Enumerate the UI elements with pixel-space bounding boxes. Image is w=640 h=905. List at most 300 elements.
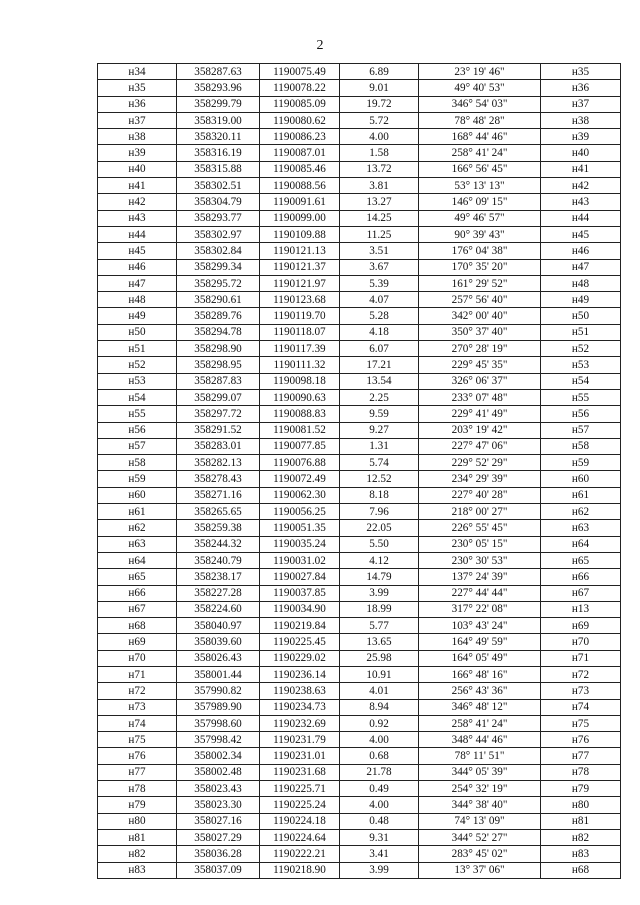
table-row (98, 129, 621, 145)
table-row (98, 389, 621, 405)
direction-angle-cell: 78° 48' 28" (419, 112, 541, 128)
coord-x-cell: 358319.00 (177, 112, 260, 128)
direction-angle-cell: 258° 41' 24" (419, 715, 541, 731)
point-to-cell: н69 (541, 618, 621, 634)
distance-cell: 0.49 (340, 781, 419, 797)
point-from-cell: н37 (98, 112, 177, 128)
coord-x-cell: 358271.16 (177, 487, 260, 503)
table-row (98, 194, 621, 210)
coord-x-cell: 358294.78 (177, 324, 260, 340)
point-from-cell: н76 (98, 748, 177, 764)
table-row (98, 341, 621, 357)
direction-angle-cell: 256° 43' 36" (419, 683, 541, 699)
point-from-cell: н83 (98, 862, 177, 878)
table-row (98, 634, 621, 650)
direction-angle-cell: 74° 13' 09" (419, 813, 541, 829)
table-row (98, 324, 621, 340)
coord-y-cell: 1190231.68 (260, 764, 340, 780)
point-to-cell: н76 (541, 732, 621, 748)
point-from-cell: н41 (98, 178, 177, 194)
distance-cell: 4.18 (340, 324, 419, 340)
table-row (98, 504, 621, 520)
direction-angle-cell: 176° 04' 38" (419, 243, 541, 259)
coord-x-cell: 358227.28 (177, 585, 260, 601)
coord-x-cell: 358036.28 (177, 846, 260, 862)
direction-angle-cell: 229° 52' 29" (419, 455, 541, 471)
table-row (98, 64, 621, 80)
distance-cell: 5.50 (340, 536, 419, 552)
point-to-cell: н53 (541, 357, 621, 373)
point-from-cell: н58 (98, 455, 177, 471)
point-from-cell: н54 (98, 389, 177, 405)
point-to-cell: н36 (541, 80, 621, 96)
point-from-cell: н50 (98, 324, 177, 340)
coord-x-cell: 358027.16 (177, 813, 260, 829)
point-from-cell: н82 (98, 846, 177, 862)
point-from-cell: н62 (98, 520, 177, 536)
coord-x-cell: 358238.17 (177, 569, 260, 585)
point-from-cell: н46 (98, 259, 177, 275)
direction-angle-cell: 203° 19' 42" (419, 422, 541, 438)
distance-cell: 14.79 (340, 569, 419, 585)
coord-y-cell: 1190087.01 (260, 145, 340, 161)
table-row (98, 373, 621, 389)
coord-x-cell: 358315.88 (177, 161, 260, 177)
distance-cell: 13.72 (340, 161, 419, 177)
coord-y-cell: 1190118.07 (260, 324, 340, 340)
coord-y-cell: 1190027.84 (260, 569, 340, 585)
coord-y-cell: 1190077.85 (260, 438, 340, 454)
table-row (98, 96, 621, 112)
table-row (98, 292, 621, 308)
point-to-cell: н58 (541, 438, 621, 454)
point-to-cell: н83 (541, 846, 621, 862)
table-row (98, 145, 621, 161)
coord-y-cell: 1190121.13 (260, 243, 340, 259)
coord-y-cell: 1190031.02 (260, 552, 340, 568)
coord-x-cell: 358040.97 (177, 618, 260, 634)
table-row (98, 846, 621, 862)
coord-x-cell: 358302.51 (177, 178, 260, 194)
coord-x-cell: 357998.60 (177, 715, 260, 731)
coord-y-cell: 1190238.63 (260, 683, 340, 699)
coord-y-cell: 1190098.18 (260, 373, 340, 389)
distance-cell: 8.94 (340, 699, 419, 715)
distance-cell: 12.52 (340, 471, 419, 487)
point-from-cell: н80 (98, 813, 177, 829)
coord-x-cell: 358283.01 (177, 438, 260, 454)
table-row (98, 618, 621, 634)
coord-x-cell: 358002.48 (177, 764, 260, 780)
coord-x-cell: 358265.65 (177, 504, 260, 520)
table-row (98, 422, 621, 438)
coordinates-table-body (98, 64, 621, 879)
coord-x-cell: 358304.79 (177, 194, 260, 210)
table-row (98, 552, 621, 568)
coord-x-cell: 358298.95 (177, 357, 260, 373)
coord-y-cell: 1190222.21 (260, 846, 340, 862)
point-from-cell: н45 (98, 243, 177, 259)
point-to-cell: н79 (541, 781, 621, 797)
point-to-cell: н48 (541, 275, 621, 291)
coord-y-cell: 1190075.49 (260, 64, 340, 80)
distance-cell: 13.65 (340, 634, 419, 650)
table-row (98, 275, 621, 291)
table-row (98, 797, 621, 813)
coord-y-cell: 1190088.83 (260, 406, 340, 422)
table-row (98, 259, 621, 275)
direction-angle-cell: 53° 13' 13" (419, 178, 541, 194)
coord-y-cell: 1190121.97 (260, 275, 340, 291)
coord-y-cell: 1190088.56 (260, 178, 340, 194)
point-to-cell: н49 (541, 292, 621, 308)
point-to-cell: н68 (541, 862, 621, 878)
distance-cell: 9.31 (340, 829, 419, 845)
table-row (98, 112, 621, 128)
coord-y-cell: 1190236.14 (260, 666, 340, 682)
coord-x-cell: 358026.43 (177, 650, 260, 666)
coord-x-cell: 358299.07 (177, 389, 260, 405)
distance-cell: 4.12 (340, 552, 419, 568)
table-row (98, 764, 621, 780)
direction-angle-cell: 270° 28' 19" (419, 341, 541, 357)
coord-x-cell: 358001.44 (177, 666, 260, 682)
table-row (98, 210, 621, 226)
direction-angle-cell: 229° 45' 35" (419, 357, 541, 373)
point-to-cell: н65 (541, 552, 621, 568)
point-from-cell: н53 (98, 373, 177, 389)
point-from-cell: н75 (98, 732, 177, 748)
table-row (98, 80, 621, 96)
point-from-cell: н47 (98, 275, 177, 291)
coord-x-cell: 358291.52 (177, 422, 260, 438)
coord-x-cell: 358293.77 (177, 210, 260, 226)
table-row (98, 650, 621, 666)
distance-cell: 11.25 (340, 226, 419, 242)
coord-y-cell: 1190218.90 (260, 862, 340, 878)
coord-y-cell: 1190037.85 (260, 585, 340, 601)
table-row (98, 601, 621, 617)
coord-x-cell: 358316.19 (177, 145, 260, 161)
direction-angle-cell: 227° 40' 28" (419, 487, 541, 503)
distance-cell: 4.01 (340, 683, 419, 699)
point-to-cell: н73 (541, 683, 621, 699)
coord-x-cell: 357990.82 (177, 683, 260, 699)
distance-cell: 6.89 (340, 64, 419, 80)
point-from-cell: н70 (98, 650, 177, 666)
point-from-cell: н48 (98, 292, 177, 308)
point-to-cell: н78 (541, 764, 621, 780)
point-to-cell: н71 (541, 650, 621, 666)
direction-angle-cell: 170° 35' 20" (419, 259, 541, 275)
point-to-cell: н44 (541, 210, 621, 226)
point-from-cell: н77 (98, 764, 177, 780)
coord-x-cell: 358037.09 (177, 862, 260, 878)
table-row (98, 862, 621, 878)
coord-y-cell: 1190123.68 (260, 292, 340, 308)
distance-cell: 5.39 (340, 275, 419, 291)
table-row (98, 829, 621, 845)
table-row (98, 666, 621, 682)
distance-cell: 3.67 (340, 259, 419, 275)
point-from-cell: н63 (98, 536, 177, 552)
distance-cell: 0.48 (340, 813, 419, 829)
coord-x-cell: 358287.63 (177, 64, 260, 80)
point-to-cell: н37 (541, 96, 621, 112)
distance-cell: 3.51 (340, 243, 419, 259)
table-row (98, 455, 621, 471)
table-row (98, 226, 621, 242)
distance-cell: 13.27 (340, 194, 419, 210)
point-from-cell: н55 (98, 406, 177, 422)
distance-cell: 3.41 (340, 846, 419, 862)
distance-cell: 19.72 (340, 96, 419, 112)
direction-angle-cell: 230° 05' 15" (419, 536, 541, 552)
point-to-cell: н51 (541, 324, 621, 340)
point-from-cell: н36 (98, 96, 177, 112)
coord-x-cell: 358039.60 (177, 634, 260, 650)
table-row (98, 715, 621, 731)
point-to-cell: н42 (541, 178, 621, 194)
coord-y-cell: 1190090.63 (260, 389, 340, 405)
distance-cell: 1.31 (340, 438, 419, 454)
direction-angle-cell: 218° 00' 27" (419, 504, 541, 520)
coord-x-cell: 358278.43 (177, 471, 260, 487)
point-from-cell: н79 (98, 797, 177, 813)
coord-x-cell: 358224.60 (177, 601, 260, 617)
distance-cell: 9.01 (340, 80, 419, 96)
distance-cell: 2.25 (340, 389, 419, 405)
table-row (98, 471, 621, 487)
direction-angle-cell: 234° 29' 39" (419, 471, 541, 487)
direction-angle-cell: 13° 37' 06" (419, 862, 541, 878)
table-row (98, 536, 621, 552)
distance-cell: 17.21 (340, 357, 419, 373)
coord-y-cell: 1190232.69 (260, 715, 340, 731)
coord-y-cell: 1190231.79 (260, 732, 340, 748)
direction-angle-cell: 90° 39' 43" (419, 226, 541, 242)
point-from-cell: н43 (98, 210, 177, 226)
direction-angle-cell: 342° 00' 40" (419, 308, 541, 324)
distance-cell: 13.54 (340, 373, 419, 389)
coord-y-cell: 1190085.46 (260, 161, 340, 177)
table-row (98, 683, 621, 699)
coord-y-cell: 1190034.90 (260, 601, 340, 617)
distance-cell: 3.81 (340, 178, 419, 194)
coord-x-cell: 358299.34 (177, 259, 260, 275)
point-from-cell: н35 (98, 80, 177, 96)
table-row (98, 520, 621, 536)
table-row (98, 438, 621, 454)
coord-x-cell: 358299.79 (177, 96, 260, 112)
point-from-cell: н52 (98, 357, 177, 373)
point-from-cell: н72 (98, 683, 177, 699)
distance-cell: 10.91 (340, 666, 419, 682)
coord-x-cell: 358287.83 (177, 373, 260, 389)
direction-angle-cell: 227° 44' 44" (419, 585, 541, 601)
direction-angle-cell: 78° 11' 51" (419, 748, 541, 764)
point-to-cell: н13 (541, 601, 621, 617)
point-to-cell: н45 (541, 226, 621, 242)
coord-x-cell: 357989.90 (177, 699, 260, 715)
distance-cell: 5.74 (340, 455, 419, 471)
point-from-cell: н56 (98, 422, 177, 438)
coord-y-cell: 1190085.09 (260, 96, 340, 112)
point-from-cell: н66 (98, 585, 177, 601)
point-to-cell: н81 (541, 813, 621, 829)
point-from-cell: н39 (98, 145, 177, 161)
coord-x-cell: 357998.42 (177, 732, 260, 748)
point-to-cell: н62 (541, 504, 621, 520)
point-to-cell: н74 (541, 699, 621, 715)
point-from-cell: н73 (98, 699, 177, 715)
table-row (98, 699, 621, 715)
direction-angle-cell: 346° 48' 12" (419, 699, 541, 715)
point-to-cell: н64 (541, 536, 621, 552)
coord-y-cell: 1190234.73 (260, 699, 340, 715)
direction-angle-cell: 166° 48' 16" (419, 666, 541, 682)
coord-y-cell: 1190231.01 (260, 748, 340, 764)
coord-x-cell: 358297.72 (177, 406, 260, 422)
coord-x-cell: 358320.11 (177, 129, 260, 145)
table-row (98, 406, 621, 422)
point-from-cell: н49 (98, 308, 177, 324)
coord-y-cell: 1190109.88 (260, 226, 340, 242)
point-to-cell: н55 (541, 389, 621, 405)
coord-x-cell: 358259.38 (177, 520, 260, 536)
coord-y-cell: 1190099.00 (260, 210, 340, 226)
direction-angle-cell: 326° 06' 37" (419, 373, 541, 389)
coord-x-cell: 358295.72 (177, 275, 260, 291)
distance-cell: 5.28 (340, 308, 419, 324)
coord-y-cell: 1190080.62 (260, 112, 340, 128)
distance-cell: 8.18 (340, 487, 419, 503)
point-from-cell: н74 (98, 715, 177, 731)
direction-angle-cell: 164° 05' 49" (419, 650, 541, 666)
coord-y-cell: 1190117.39 (260, 341, 340, 357)
direction-angle-cell: 49° 40' 53" (419, 80, 541, 96)
distance-cell: 25.98 (340, 650, 419, 666)
point-to-cell: н60 (541, 471, 621, 487)
point-to-cell: н54 (541, 373, 621, 389)
point-from-cell: н81 (98, 829, 177, 845)
coord-y-cell: 1190076.88 (260, 455, 340, 471)
point-to-cell: н38 (541, 112, 621, 128)
distance-cell: 3.99 (340, 862, 419, 878)
point-from-cell: н44 (98, 226, 177, 242)
coord-y-cell: 1190062.30 (260, 487, 340, 503)
coord-x-cell: 358290.61 (177, 292, 260, 308)
table-row (98, 748, 621, 764)
point-from-cell: н64 (98, 552, 177, 568)
coord-x-cell: 358023.30 (177, 797, 260, 813)
point-to-cell: н77 (541, 748, 621, 764)
point-to-cell: н56 (541, 406, 621, 422)
point-from-cell: н69 (98, 634, 177, 650)
table-row (98, 781, 621, 797)
point-from-cell: н38 (98, 129, 177, 145)
point-to-cell: н59 (541, 455, 621, 471)
table-row (98, 357, 621, 373)
direction-angle-cell: 257° 56' 40" (419, 292, 541, 308)
coordinates-table (97, 63, 621, 879)
coord-x-cell: 358302.97 (177, 226, 260, 242)
direction-angle-cell: 348° 44' 46" (419, 732, 541, 748)
point-from-cell: н60 (98, 487, 177, 503)
direction-angle-cell: 23° 19' 46" (419, 64, 541, 80)
point-from-cell: н57 (98, 438, 177, 454)
point-to-cell: н52 (541, 341, 621, 357)
distance-cell: 4.00 (340, 129, 419, 145)
coord-y-cell: 1190072.49 (260, 471, 340, 487)
point-from-cell: н71 (98, 666, 177, 682)
coord-y-cell: 1190225.24 (260, 797, 340, 813)
direction-angle-cell: 103° 43' 24" (419, 618, 541, 634)
distance-cell: 4.00 (340, 732, 419, 748)
coord-y-cell: 1190078.22 (260, 80, 340, 96)
direction-angle-cell: 344° 05' 39" (419, 764, 541, 780)
table-row (98, 308, 621, 324)
coord-y-cell: 1190225.71 (260, 781, 340, 797)
direction-angle-cell: 317° 22' 08" (419, 601, 541, 617)
table-row (98, 161, 621, 177)
distance-cell: 4.07 (340, 292, 419, 308)
point-to-cell: н39 (541, 129, 621, 145)
point-to-cell: н70 (541, 634, 621, 650)
distance-cell: 0.68 (340, 748, 419, 764)
direction-angle-cell: 254° 32' 19" (419, 781, 541, 797)
table-row (98, 487, 621, 503)
coord-x-cell: 358240.79 (177, 552, 260, 568)
distance-cell: 22.05 (340, 520, 419, 536)
distance-cell: 18.99 (340, 601, 419, 617)
point-to-cell: н43 (541, 194, 621, 210)
point-from-cell: н67 (98, 601, 177, 617)
distance-cell: 0.92 (340, 715, 419, 731)
direction-angle-cell: 344° 52' 27" (419, 829, 541, 845)
direction-angle-cell: 344° 38' 40" (419, 797, 541, 813)
distance-cell: 1.58 (340, 145, 419, 161)
coord-y-cell: 1190224.18 (260, 813, 340, 829)
point-to-cell: н72 (541, 666, 621, 682)
distance-cell: 21.78 (340, 764, 419, 780)
point-to-cell: н80 (541, 797, 621, 813)
coord-x-cell: 358282.13 (177, 455, 260, 471)
coord-x-cell: 358244.32 (177, 536, 260, 552)
coord-y-cell: 1190121.37 (260, 259, 340, 275)
point-to-cell: н40 (541, 145, 621, 161)
point-to-cell: н67 (541, 585, 621, 601)
coord-x-cell: 358298.90 (177, 341, 260, 357)
coord-y-cell: 1190224.64 (260, 829, 340, 845)
coord-y-cell: 1190086.23 (260, 129, 340, 145)
coord-x-cell: 358293.96 (177, 80, 260, 96)
distance-cell: 9.59 (340, 406, 419, 422)
direction-angle-cell: 166° 56' 45" (419, 161, 541, 177)
direction-angle-cell: 258° 41' 24" (419, 145, 541, 161)
point-from-cell: н78 (98, 781, 177, 797)
direction-angle-cell: 350° 37' 40" (419, 324, 541, 340)
direction-angle-cell: 283° 45' 02" (419, 846, 541, 862)
table-row (98, 813, 621, 829)
direction-angle-cell: 233° 07' 48" (419, 389, 541, 405)
coord-y-cell: 1190091.61 (260, 194, 340, 210)
point-to-cell: н35 (541, 64, 621, 80)
point-from-cell: н51 (98, 341, 177, 357)
point-from-cell: н68 (98, 618, 177, 634)
direction-angle-cell: 168° 44' 46" (419, 129, 541, 145)
direction-angle-cell: 230° 30' 53" (419, 552, 541, 568)
